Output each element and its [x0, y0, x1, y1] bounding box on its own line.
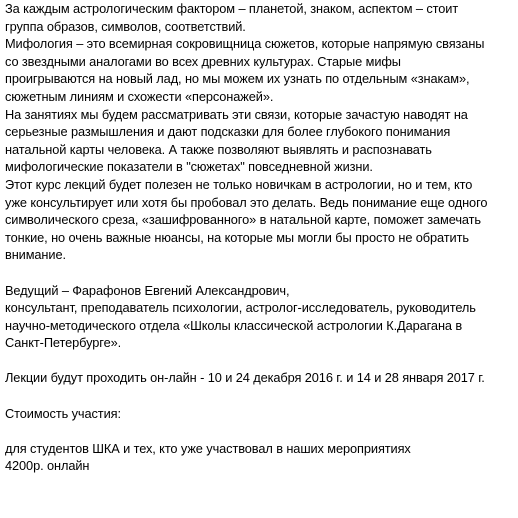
blank-line [5, 422, 515, 440]
text-line: натальной карты человека. А также позволяют выявлять и распознавать [5, 141, 432, 157]
text-line: проигрываются на новый лад, но мы можем их узнать по отдельным «знакам», [5, 71, 470, 87]
text-line: Этот курс лекций будет полезен не только новичкам в астрологии, но и тем, кто [5, 176, 473, 192]
text-line: сюжетным линиям и схожести «персонажей». [5, 88, 274, 104]
blank-line [5, 264, 515, 282]
text-line: Мифология – это всемирная сокровищница сюжетов, которые напрямую связаны [5, 36, 485, 52]
text-line: За каждым астрологическим фактором – планетой, знаком, аспектом – стоит [5, 1, 459, 16]
price-condition: для студентов ШКА и тех, кто уже участвовал в наших мероприятиях [5, 440, 411, 456]
blank-line [5, 387, 515, 405]
text-line: Санкт-Петербурге». [5, 335, 122, 351]
text-line: внимание. [5, 247, 66, 263]
text-line: со звездными аналогами во всех древних культурах. Старые мифы [5, 53, 401, 69]
price-value: 4200р. онлайн [5, 458, 90, 474]
text-line: серьезные размышления и дают подсказки для более глубокого понимания [5, 124, 451, 140]
text-line: мифологические показатели в "сюжетах" повседневной жизни. [5, 159, 373, 175]
schedule-line: Лекции будут проходить он-лайн - 10 и 24 декабря 2016 г. и 14 и 28 января 2017 г. [5, 370, 485, 386]
post-text [5, 0, 515, 475]
text-line: символического среза, «зашифрованного» в натальной карте, поможет замечать [5, 212, 481, 228]
text-line: консультант, преподаватель психологии, астролог-исследователь, руководитель [5, 300, 476, 316]
text-line: уже консультирует или хотя бы пробовал это делать. Ведь понимание еще одного [5, 194, 488, 210]
blank-line [5, 352, 515, 370]
text-line: На занятиях мы будем рассматривать эти связи, которые зачастую наводят на [5, 106, 468, 122]
presenter-line: Ведущий – Фарафонов Евгений Александрович, [5, 282, 290, 298]
text-line: тонкие, но очень важные нюансы, на которые мы могли бы просто не обратить [5, 229, 469, 245]
text-line: группа образов, символов, соответствий. [5, 18, 246, 34]
price-heading: Стоимость участия: [5, 405, 121, 421]
text-line: научно-методического отдела «Школы классической астрологии К.Дарагана в [5, 317, 463, 333]
